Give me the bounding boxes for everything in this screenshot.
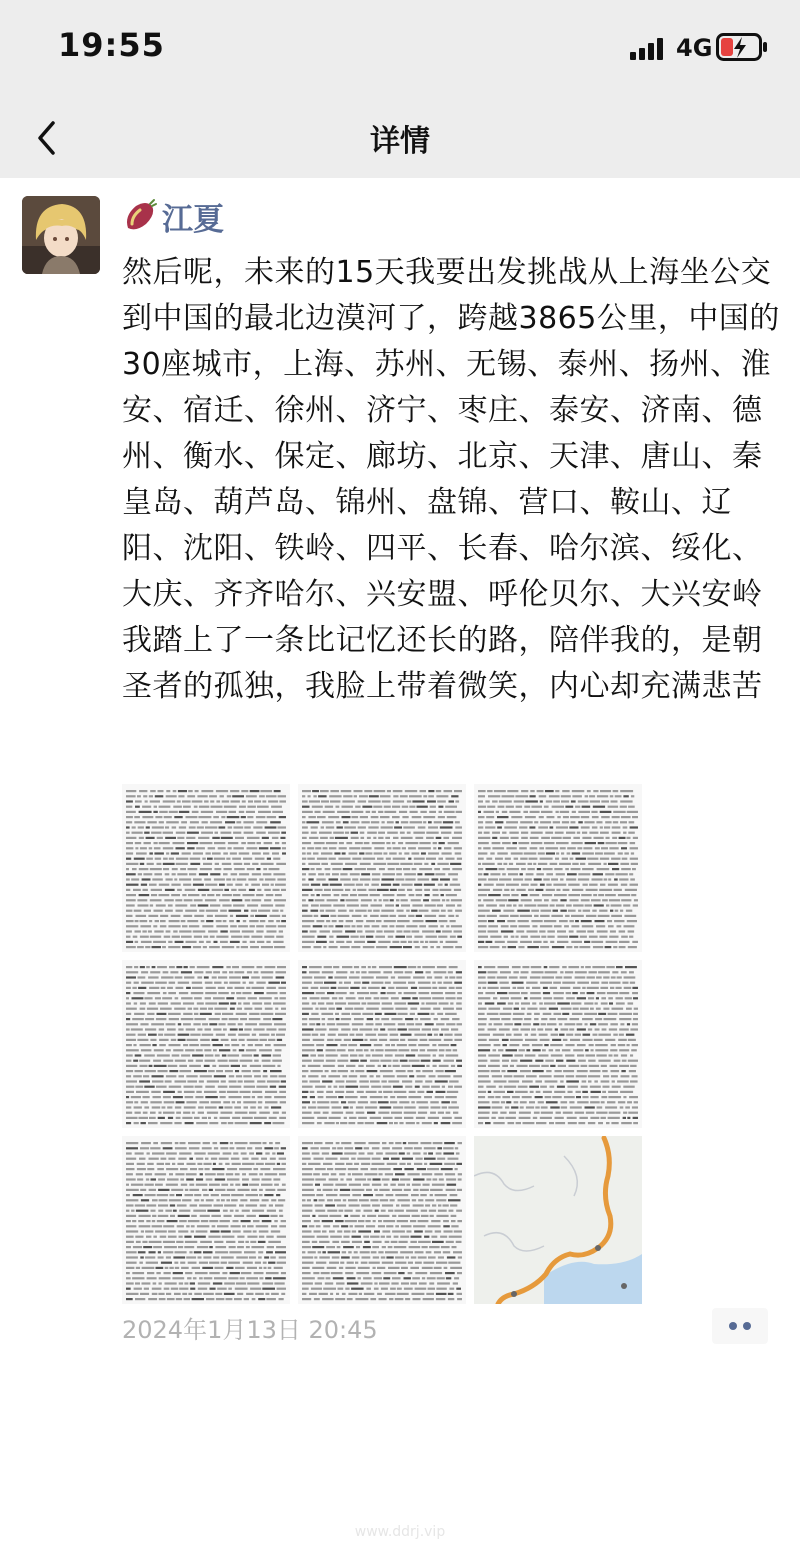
post-image[interactable] <box>122 1136 290 1304</box>
nav-bar <box>0 100 800 178</box>
route-map-image <box>474 1136 642 1304</box>
image-grid <box>122 784 642 1306</box>
more-dot-icon <box>743 1322 751 1330</box>
post-image[interactable] <box>298 960 466 1128</box>
post-image-map[interactable] <box>474 1136 642 1304</box>
text-page-image <box>122 1136 290 1304</box>
watermark: www.ddrj.vip <box>354 1524 446 1540</box>
more-dot-icon <box>729 1322 737 1330</box>
text-page-image <box>474 784 642 952</box>
author-name: 江夏 <box>162 201 224 238</box>
post-timestamp: 2024年1月13日 20:45 <box>122 1316 378 1344</box>
status-bar <box>0 0 800 100</box>
avatar[interactable] <box>22 196 100 274</box>
post-image[interactable] <box>122 784 290 952</box>
post-paragraph: 然后呢，未来的15天我要出发挑战从上海坐公交到中国的最北边漠河了，跨越3865公里，中国的30座城市，上海、苏州、无锡、泰州、扬州、淮安、宿迁、徐州、济宁、枣庄、泰安、济南、德州、衡水、保定、廊坊、北京、天津、唐山、秦皇岛、葫芦岛、锦州、盘锦、营口、鞍山、辽阳、沈阳、铁岭、四平、长春、哈尔滨、绥化、大庆、齐齐哈尔、兴安盟、呼伦贝尔、大兴安岭 <box>122 255 780 612</box>
post-image[interactable] <box>298 784 466 952</box>
text-page-image <box>474 960 642 1128</box>
text-page-image <box>122 960 290 1128</box>
network-type: 4G <box>676 34 713 62</box>
text-page-image <box>298 960 466 1128</box>
status-time: 19:55 <box>58 26 165 64</box>
post-paragraph: 我踏上了一条比记忆还长的路，陪伴我的，是朝圣者的孤独，我脸上带着微笑，内心却充满悲苦 <box>122 623 763 704</box>
more-actions-button[interactable] <box>712 1308 768 1344</box>
text-page-image <box>298 1136 466 1304</box>
sweet-potato-icon <box>122 198 158 234</box>
signal-bars-icon <box>630 38 664 60</box>
text-page-image <box>122 784 290 952</box>
battery-charging-icon <box>716 33 768 61</box>
post-author[interactable] <box>122 196 224 236</box>
post-image[interactable] <box>298 1136 466 1304</box>
post-image[interactable] <box>122 960 290 1128</box>
page-title: 详情 <box>370 124 430 159</box>
post-image[interactable] <box>474 960 642 1128</box>
post-image[interactable] <box>474 784 642 952</box>
text-page-image <box>298 784 466 952</box>
post-text <box>122 250 782 710</box>
